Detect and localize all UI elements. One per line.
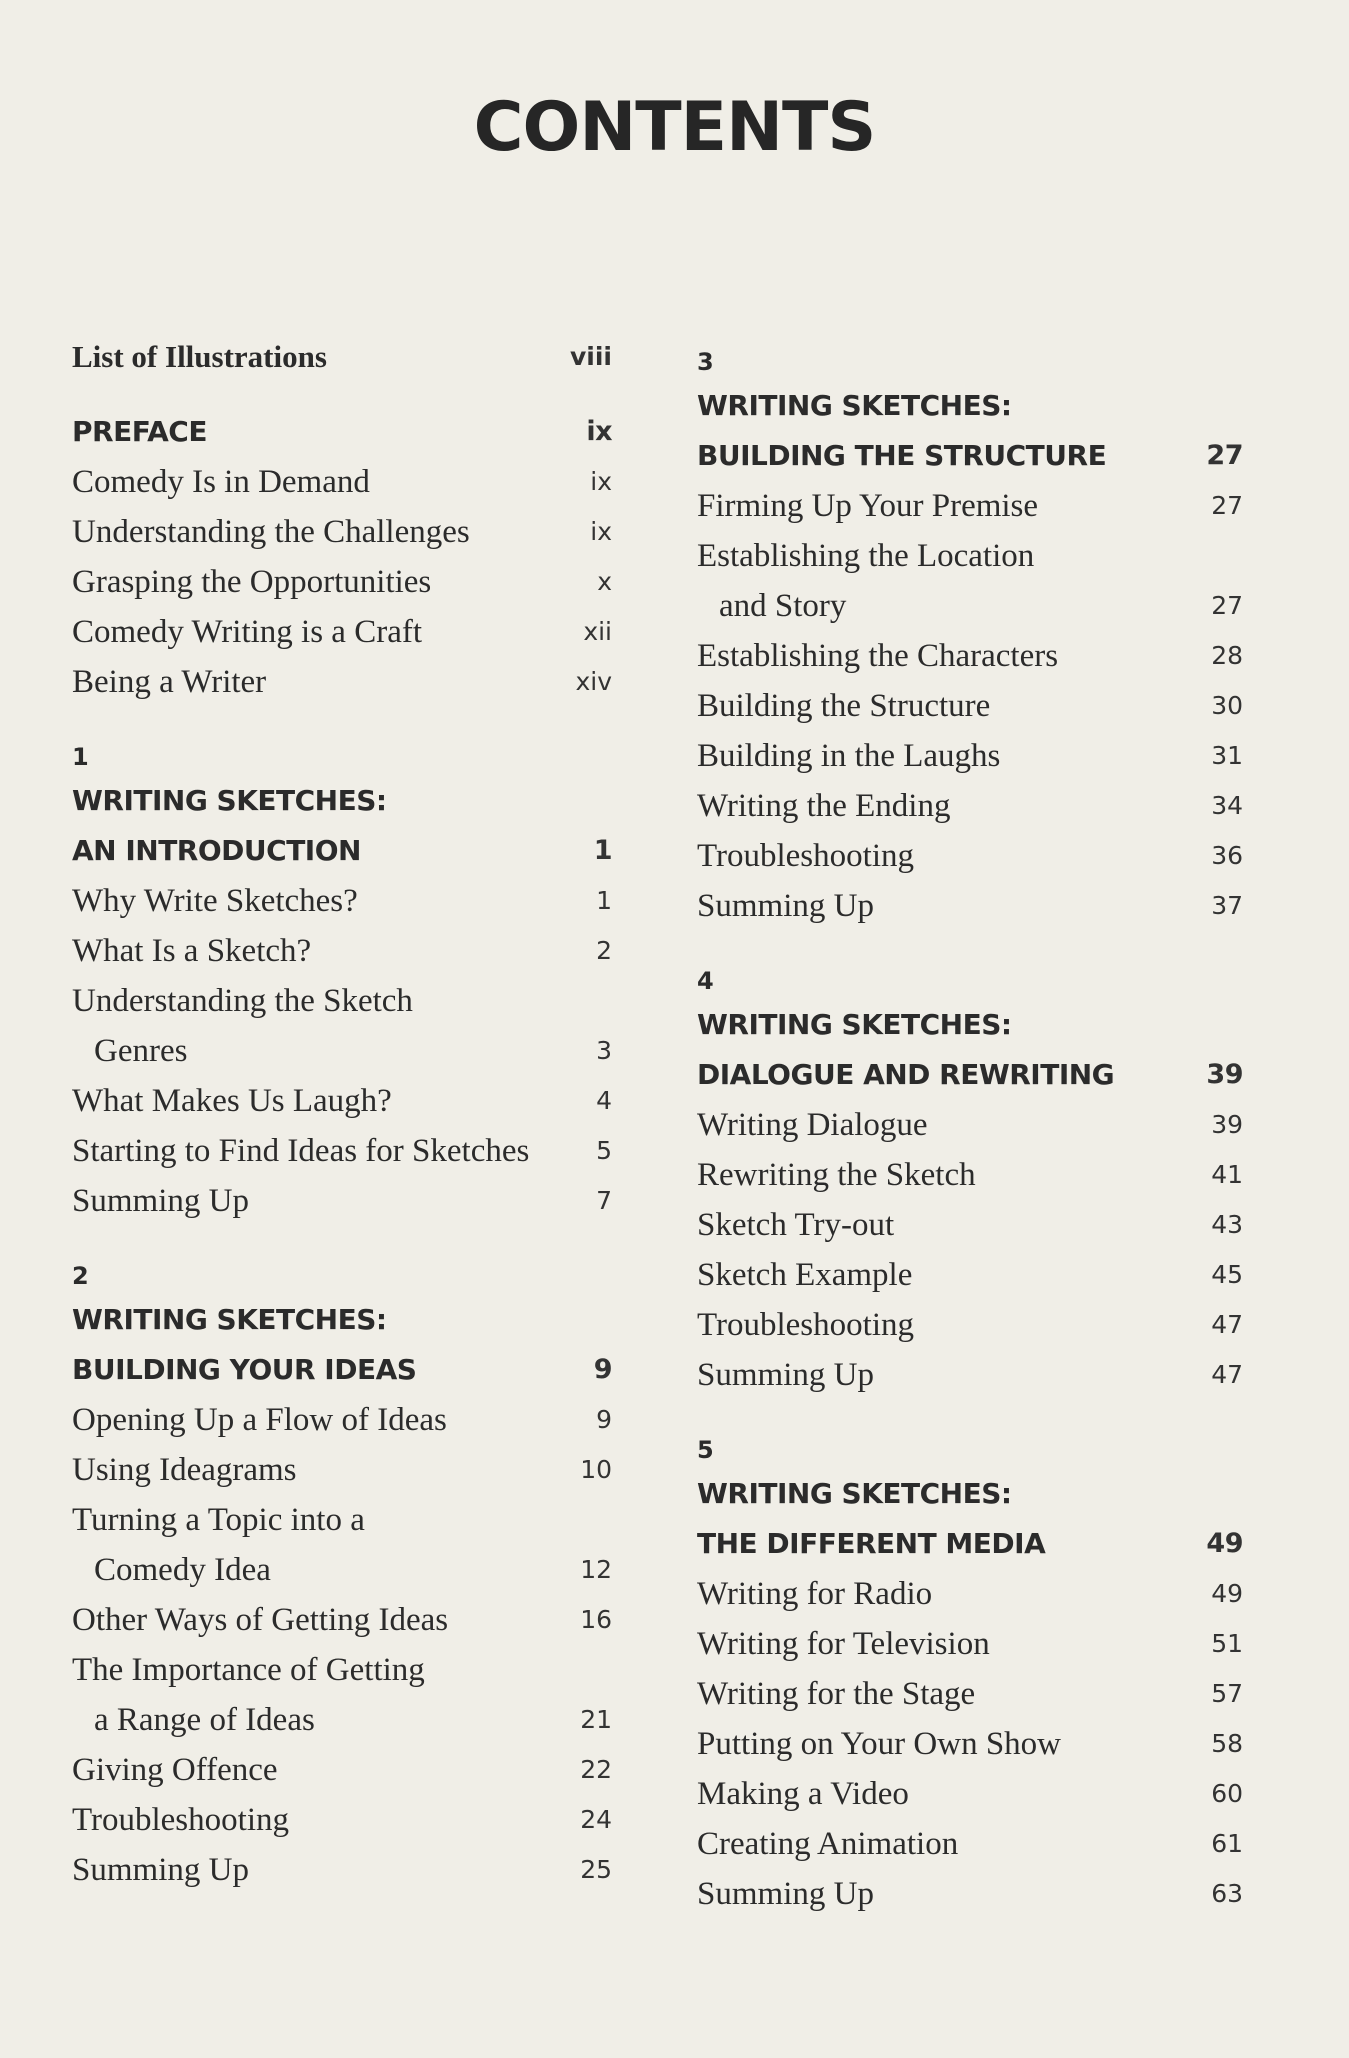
toc-entry bbox=[697, 1350, 1243, 1400]
entry-title: Sketch Example bbox=[697, 1257, 913, 1293]
page-title: CONTENTS bbox=[473, 88, 876, 167]
page-number: 12 bbox=[580, 1555, 612, 1584]
entry-title: Comedy Is in Demand bbox=[72, 464, 370, 500]
toc-entry bbox=[72, 1645, 612, 1695]
section-heading bbox=[72, 1295, 612, 1345]
section-heading bbox=[697, 1469, 1243, 1519]
entry-title: Opening Up a Flow of Ideas bbox=[72, 1402, 447, 1438]
entry-title: Establishing the Location bbox=[697, 538, 1035, 574]
toc-entry bbox=[72, 876, 612, 926]
toc-entry bbox=[697, 481, 1243, 531]
entry-title: What Makes Us Laugh? bbox=[72, 1083, 392, 1119]
toc-entry bbox=[697, 1300, 1243, 1350]
toc-entry bbox=[72, 657, 612, 707]
page-number: 16 bbox=[580, 1605, 612, 1634]
page-number: 10 bbox=[580, 1455, 612, 1484]
toc-entry bbox=[72, 1176, 612, 1226]
toc-entry bbox=[72, 926, 612, 976]
page-number: 34 bbox=[1211, 791, 1243, 820]
page-number: 27 bbox=[1211, 591, 1243, 620]
chapter-number-text: 1 bbox=[72, 743, 89, 771]
entry-title: Troubleshooting bbox=[72, 1802, 289, 1838]
entry-title: Other Ways of Getting Ideas bbox=[72, 1602, 449, 1638]
chapter-number-text: 4 bbox=[697, 967, 714, 995]
chapter-number bbox=[72, 732, 612, 776]
section-heading-text: WRITING SKETCHES: bbox=[697, 1008, 1012, 1041]
page-number: 25 bbox=[580, 1855, 612, 1884]
toc-entry bbox=[697, 881, 1243, 931]
page-number: 49 bbox=[1206, 1528, 1243, 1559]
section-heading-text: WRITING SKETCHES: bbox=[72, 784, 387, 817]
entry-title: Being a Writer bbox=[72, 664, 267, 700]
toc-entry bbox=[72, 507, 612, 557]
page-number: 30 bbox=[1211, 691, 1243, 720]
page-number: 47 bbox=[1211, 1310, 1243, 1339]
chapter-number bbox=[72, 1251, 612, 1295]
page-number: 31 bbox=[1211, 741, 1243, 770]
toc-entry bbox=[697, 1150, 1243, 1200]
chapter-number bbox=[697, 337, 1243, 381]
toc-entry bbox=[697, 581, 1243, 631]
page-number: xiv bbox=[575, 667, 612, 696]
page-number: viii bbox=[569, 342, 612, 371]
page-number: 27 bbox=[1211, 491, 1243, 520]
section-heading-text: WRITING SKETCHES: bbox=[697, 1477, 1012, 1510]
section-heading bbox=[72, 826, 612, 876]
section-heading-text: AN INTRODUCTION bbox=[72, 834, 361, 867]
section-heading-text: WRITING SKETCHES: bbox=[697, 389, 1012, 422]
page-number: 39 bbox=[1211, 1110, 1243, 1139]
entry-title: Summing Up bbox=[72, 1183, 249, 1219]
entry-title: Writing the Ending bbox=[697, 788, 951, 824]
page-number: 60 bbox=[1211, 1779, 1243, 1808]
toc-entry bbox=[72, 1076, 612, 1126]
chapter-number-text: 3 bbox=[697, 348, 714, 376]
entry-title: Making a Video bbox=[697, 1776, 909, 1812]
page-number: 2 bbox=[596, 936, 612, 965]
entry-title: Summing Up bbox=[697, 1876, 874, 1912]
page-number: 49 bbox=[1211, 1579, 1243, 1608]
entry-title: Summing Up bbox=[72, 1852, 249, 1888]
toc-column-right bbox=[697, 337, 1243, 1919]
page-number: ix bbox=[590, 517, 612, 546]
section-heading bbox=[72, 776, 612, 826]
page-number: 47 bbox=[1211, 1360, 1243, 1389]
section-heading bbox=[697, 381, 1243, 431]
chapter-number-text: 5 bbox=[697, 1436, 714, 1464]
entry-title: Comedy Idea bbox=[94, 1552, 271, 1588]
page-number: ix bbox=[586, 416, 612, 447]
entry-title: Rewriting the Sketch bbox=[697, 1157, 976, 1193]
entry-title: and Story bbox=[719, 588, 847, 624]
toc-entry bbox=[697, 1619, 1243, 1669]
page-number: x bbox=[597, 567, 612, 596]
section-heading bbox=[697, 431, 1243, 481]
front-matter-entry bbox=[72, 332, 612, 382]
page-number: 24 bbox=[580, 1805, 612, 1834]
toc-entry bbox=[697, 781, 1243, 831]
toc-entry bbox=[72, 1695, 612, 1745]
entry-title: Putting on Your Own Show bbox=[697, 1726, 1061, 1762]
entry-title: Turning a Topic into a bbox=[72, 1502, 365, 1538]
toc-entry bbox=[697, 1669, 1243, 1719]
page-number: 9 bbox=[596, 1405, 612, 1434]
page-number: 51 bbox=[1211, 1629, 1243, 1658]
toc-entry bbox=[697, 1819, 1243, 1869]
entry-title: a Range of Ideas bbox=[94, 1702, 315, 1738]
toc-entry bbox=[72, 1026, 612, 1076]
entry-title: The Importance of Getting bbox=[72, 1652, 425, 1688]
toc-entry bbox=[697, 1869, 1243, 1919]
page-number: 1 bbox=[596, 886, 612, 915]
entry-title: Why Write Sketches? bbox=[72, 883, 358, 919]
toc-entry bbox=[72, 1126, 612, 1176]
toc-entry bbox=[72, 1495, 612, 1545]
toc-entry bbox=[697, 1200, 1243, 1250]
entry-title: Understanding the Challenges bbox=[72, 514, 470, 550]
section-heading bbox=[72, 1345, 612, 1395]
toc-entry bbox=[697, 631, 1243, 681]
section-heading-text: WRITING SKETCHES: bbox=[72, 1303, 387, 1336]
entry-title: Comedy Writing is a Craft bbox=[72, 614, 423, 650]
toc-column-left bbox=[72, 332, 612, 1895]
toc-entry bbox=[72, 457, 612, 507]
page-number: 22 bbox=[580, 1755, 612, 1784]
toc-entry bbox=[697, 1250, 1243, 1300]
entry-title: Writing for Radio bbox=[697, 1576, 933, 1612]
page-number: 41 bbox=[1211, 1160, 1243, 1189]
page-number: 21 bbox=[580, 1705, 612, 1734]
toc-entry bbox=[697, 1769, 1243, 1819]
entry-title: Using Ideagrams bbox=[72, 1452, 297, 1488]
entry-title: Creating Animation bbox=[697, 1826, 959, 1862]
toc-entry bbox=[72, 1445, 612, 1495]
page-number: 61 bbox=[1211, 1829, 1243, 1858]
chapter-number bbox=[697, 1425, 1243, 1469]
entry-title: Giving Offence bbox=[72, 1752, 278, 1788]
page-number: 57 bbox=[1211, 1679, 1243, 1708]
section-heading bbox=[697, 1000, 1243, 1050]
entry-title: Establishing the Characters bbox=[697, 638, 1059, 674]
entry-title: Sketch Try-out bbox=[697, 1207, 895, 1243]
page-number: 7 bbox=[596, 1186, 612, 1215]
page-number: 45 bbox=[1211, 1260, 1243, 1289]
entry-title: Summing Up bbox=[697, 1357, 874, 1393]
toc-entry bbox=[697, 831, 1243, 881]
page-number: 58 bbox=[1211, 1729, 1243, 1758]
toc-entry bbox=[697, 1569, 1243, 1619]
page-number: 27 bbox=[1206, 440, 1243, 471]
toc-entry bbox=[697, 531, 1243, 581]
entry-title: Firming Up Your Premise bbox=[697, 488, 1039, 524]
toc-entry bbox=[697, 731, 1243, 781]
page-number: 28 bbox=[1211, 641, 1243, 670]
entry-title: Troubleshooting bbox=[697, 838, 914, 874]
entry-title: Understanding the Sketch bbox=[72, 983, 413, 1019]
toc-entry bbox=[72, 1745, 612, 1795]
chapter-number-text: 2 bbox=[72, 1262, 89, 1290]
entry-title: Writing Dialogue bbox=[697, 1107, 928, 1143]
toc-entry bbox=[697, 1719, 1243, 1769]
entry-title: Writing for the Stage bbox=[697, 1676, 976, 1712]
section-heading bbox=[697, 1050, 1243, 1100]
entry-title: Grasping the Opportunities bbox=[72, 564, 432, 600]
page-number: 1 bbox=[593, 835, 612, 866]
section-heading-text: DIALOGUE AND REWRITING bbox=[697, 1058, 1115, 1091]
entry-title: Writing for Television bbox=[697, 1626, 990, 1662]
section-heading bbox=[72, 407, 612, 457]
toc-entry bbox=[697, 1100, 1243, 1150]
toc-entry bbox=[697, 681, 1243, 731]
toc-entry bbox=[72, 1595, 612, 1645]
page-number: xii bbox=[583, 617, 612, 646]
page-number: 39 bbox=[1206, 1059, 1243, 1090]
section-heading-text: PREFACE bbox=[72, 415, 207, 448]
toc-entry bbox=[72, 1795, 612, 1845]
page-number: 36 bbox=[1211, 841, 1243, 870]
entry-title: Troubleshooting bbox=[697, 1307, 914, 1343]
toc-entry bbox=[72, 1395, 612, 1445]
entry-title: What Is a Sketch? bbox=[72, 933, 312, 969]
toc-entry bbox=[72, 557, 612, 607]
entry-title: Starting to Find Ideas for Sketches bbox=[72, 1133, 530, 1169]
toc-entry bbox=[72, 976, 612, 1026]
page-number: 5 bbox=[596, 1136, 612, 1165]
entry-title: Summing Up bbox=[697, 888, 874, 924]
entry-title: List of Illustrations bbox=[72, 339, 327, 374]
toc-entry bbox=[72, 1545, 612, 1595]
page-number: 9 bbox=[593, 1354, 612, 1385]
toc-entry bbox=[72, 607, 612, 657]
page-number: 37 bbox=[1211, 891, 1243, 920]
section-heading-text: THE DIFFERENT MEDIA bbox=[697, 1527, 1046, 1560]
entry-title: Genres bbox=[94, 1033, 188, 1069]
section-heading-text: BUILDING THE STRUCTURE bbox=[697, 439, 1107, 472]
entry-title: Building in the Laughs bbox=[697, 738, 1001, 774]
page-number: ix bbox=[590, 467, 612, 496]
entry-title: Building the Structure bbox=[697, 688, 991, 724]
page-number: 3 bbox=[596, 1036, 612, 1065]
page-number: 63 bbox=[1211, 1879, 1243, 1908]
section-heading bbox=[697, 1519, 1243, 1569]
toc-entry bbox=[72, 1845, 612, 1895]
chapter-number bbox=[697, 956, 1243, 1000]
section-heading-text: BUILDING YOUR IDEAS bbox=[72, 1353, 417, 1386]
page-number: 43 bbox=[1211, 1210, 1243, 1239]
page-number: 4 bbox=[596, 1086, 612, 1115]
